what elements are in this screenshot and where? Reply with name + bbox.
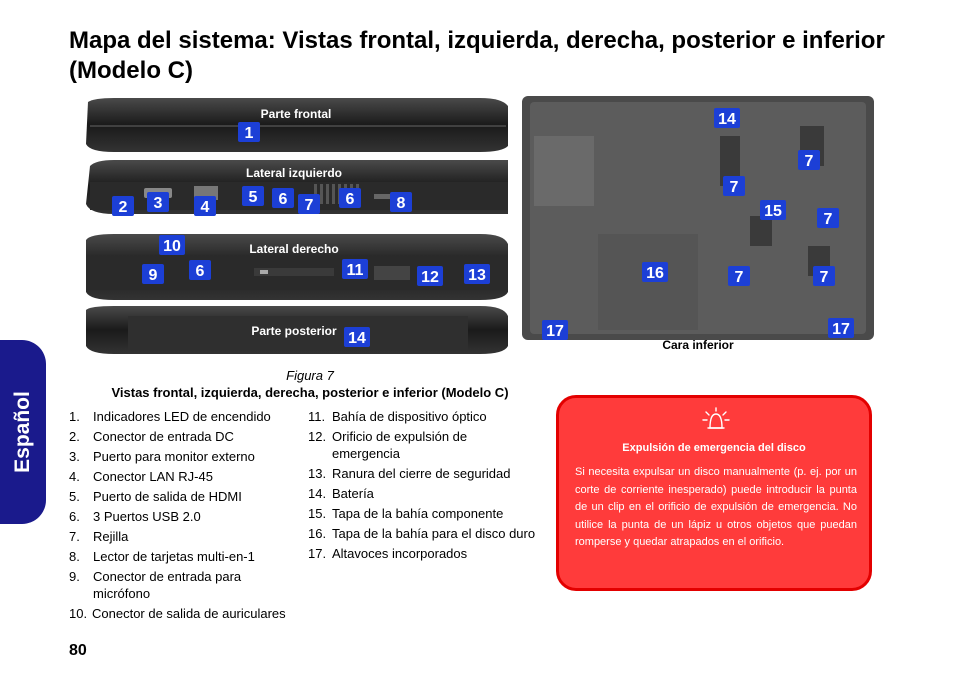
- list-item: [308, 525, 548, 542]
- page-title: Mapa del sistema: Vistas frontal, izquierda, derecha, posterior e inferior (Modelo C): [69, 27, 885, 84]
- callout-badge: [464, 264, 490, 284]
- badge-number: 6: [345, 191, 355, 208]
- list-item: [308, 408, 548, 425]
- callout-badge: [813, 266, 835, 286]
- item-number: 10.: [69, 606, 88, 621]
- callout-badge: [339, 188, 361, 208]
- badge-number: 7: [804, 153, 814, 170]
- callout-badge: [828, 318, 854, 338]
- badge-number: 17: [546, 323, 564, 340]
- badge-number: 14: [348, 330, 366, 347]
- item-number: 8.: [69, 549, 80, 564]
- list-item: [69, 548, 305, 565]
- badge-number: 7: [734, 269, 744, 286]
- callout-badge: [723, 176, 745, 196]
- list-item: [308, 485, 548, 502]
- list-item: [69, 408, 305, 425]
- item-number: 3.: [69, 449, 80, 464]
- item-text: Bahía de dispositivo óptico: [332, 409, 487, 424]
- item-text: Lector de tarjetas multi-en-1: [93, 549, 255, 564]
- figure-title: Vistas frontal, izquierda, derecha, posterior e inferior (Modelo C): [111, 385, 509, 400]
- language-tab-label: Español: [11, 391, 34, 473]
- badge-number: 12: [421, 269, 439, 286]
- item-number: 12.: [308, 429, 327, 444]
- badge-number: 3: [153, 195, 163, 212]
- item-text: Puerto para monitor externo: [93, 449, 255, 464]
- callout-badge: [728, 266, 750, 286]
- item-text: Conector de entrada DC: [93, 429, 234, 444]
- callout-badge: [272, 188, 294, 208]
- callout-badge: [112, 196, 134, 216]
- figure-number: Figura 7: [286, 368, 334, 383]
- badge-number: 7: [823, 211, 833, 228]
- callout-badge: [817, 208, 839, 228]
- item-number: 16.: [308, 526, 327, 541]
- item-number: 6.: [69, 509, 80, 524]
- badge-number: 5: [248, 189, 258, 206]
- list-item: [69, 528, 305, 545]
- callout-badge: [642, 262, 668, 282]
- callout-badge: [159, 235, 185, 255]
- item-number: 7.: [69, 529, 80, 544]
- item-text: Ranura del cierre de seguridad: [332, 466, 511, 481]
- warning-box: [556, 395, 872, 591]
- list-item: [308, 505, 548, 522]
- badge-number: 6: [278, 191, 288, 208]
- callout-badge: [238, 122, 260, 142]
- badge-number: 15: [764, 203, 782, 220]
- item-number: 15.: [308, 506, 327, 521]
- item-text: Batería: [332, 486, 374, 501]
- item-text: Rejilla: [93, 529, 129, 544]
- badge-number: 13: [468, 267, 486, 284]
- item-text: Tapa de la bahía para el disco duro: [332, 526, 536, 541]
- callout-badge: [798, 150, 820, 170]
- badge-number: 10: [163, 238, 181, 255]
- warning-title: Expulsión de emergencia del disco: [622, 442, 806, 454]
- item-text: Tapa de la bahía componente: [332, 506, 504, 521]
- item-number: 9.: [69, 569, 80, 584]
- item-text: Indicadores LED de encendido: [93, 409, 271, 424]
- badge-number: 14: [718, 111, 736, 128]
- list-item: [308, 545, 548, 562]
- warning-text: Si necesita expulsar un disco manualmente (p. ej. por un corte de corriente inesperado) puede introducir la punta de un clip en el orificio de expulsión de emergencia. No utilice la punta de un lápiz u otros objetos que puedan romperse y quedar atrapados en el orificio.: [575, 466, 857, 548]
- badge-number: 7: [819, 269, 829, 286]
- item-number: 1.: [69, 409, 80, 424]
- item-text: 3 Puertos USB 2.0: [93, 509, 201, 524]
- rear-view: [86, 306, 508, 354]
- list-item: [69, 568, 273, 602]
- badge-number: 16: [646, 265, 664, 282]
- badge-number: 9: [148, 267, 158, 284]
- item-text: Altavoces incorporados: [332, 546, 468, 561]
- badge-number: 11: [346, 262, 364, 279]
- callout-badge: [147, 192, 169, 212]
- callout-badge: [189, 260, 211, 280]
- list-item: [69, 605, 305, 622]
- page-number: 80: [69, 642, 87, 659]
- item-text: Orificio de expulsión de emergencia: [332, 429, 468, 461]
- callout-badge: [142, 264, 164, 284]
- rear-view-label: Parte posterior: [251, 324, 337, 338]
- item-text: Puerto de salida de HDMI: [93, 489, 242, 504]
- laptop-side-views: [84, 96, 510, 358]
- right-side-view: [86, 234, 508, 300]
- callout-badge: [760, 200, 786, 220]
- warning-burst-icon: [701, 406, 731, 432]
- callout-badge: [242, 186, 264, 206]
- list-item: [308, 465, 548, 482]
- list-item: [69, 488, 305, 505]
- item-number: 4.: [69, 469, 80, 484]
- callout-badge: [417, 266, 443, 286]
- item-text: Conector de salida de auriculares: [92, 606, 286, 621]
- list-item: [308, 428, 502, 462]
- list-item: [69, 508, 305, 525]
- list-item: [69, 448, 305, 465]
- callout-badge: [194, 196, 216, 216]
- left-view-label: Lateral izquierdo: [245, 166, 343, 180]
- language-tab[interactable]: [0, 340, 46, 524]
- badge-number: 7: [304, 197, 314, 214]
- item-number: 14.: [308, 486, 327, 501]
- components-list-left: [69, 408, 305, 625]
- item-text: Conector de entrada para micrófono: [93, 569, 242, 601]
- item-text: Conector LAN RJ-45: [93, 469, 213, 484]
- item-number: 5.: [69, 489, 80, 504]
- callout-badge: [344, 327, 370, 347]
- components-list-right: [308, 408, 548, 565]
- front-view: [86, 98, 508, 152]
- badge-number: 2: [118, 199, 128, 216]
- laptop-bottom-view: [520, 96, 876, 342]
- list-item: [69, 468, 305, 485]
- callout-badge: [298, 194, 320, 214]
- callout-badge: [542, 320, 568, 340]
- left-side-view: [86, 160, 508, 216]
- item-number: 2.: [69, 429, 80, 444]
- front-view-label: Parte frontal: [260, 107, 332, 121]
- list-item: [69, 428, 305, 445]
- badge-number: 1: [244, 125, 254, 142]
- right-view-label: Lateral derecho: [249, 242, 339, 256]
- callout-badge: [390, 192, 412, 212]
- badge-number: 6: [195, 263, 205, 280]
- badge-number: 8: [396, 195, 406, 212]
- item-number: 13.: [308, 466, 327, 481]
- badge-number: 17: [832, 321, 850, 338]
- badge-number: 7: [729, 179, 739, 196]
- callout-badge: [342, 259, 368, 279]
- item-number: 17.: [308, 546, 327, 561]
- item-number: 11.: [308, 409, 326, 424]
- bottom-view-label: Cara inferior: [662, 338, 734, 352]
- badge-number: 4: [200, 199, 210, 216]
- callout-badge: [714, 108, 740, 128]
